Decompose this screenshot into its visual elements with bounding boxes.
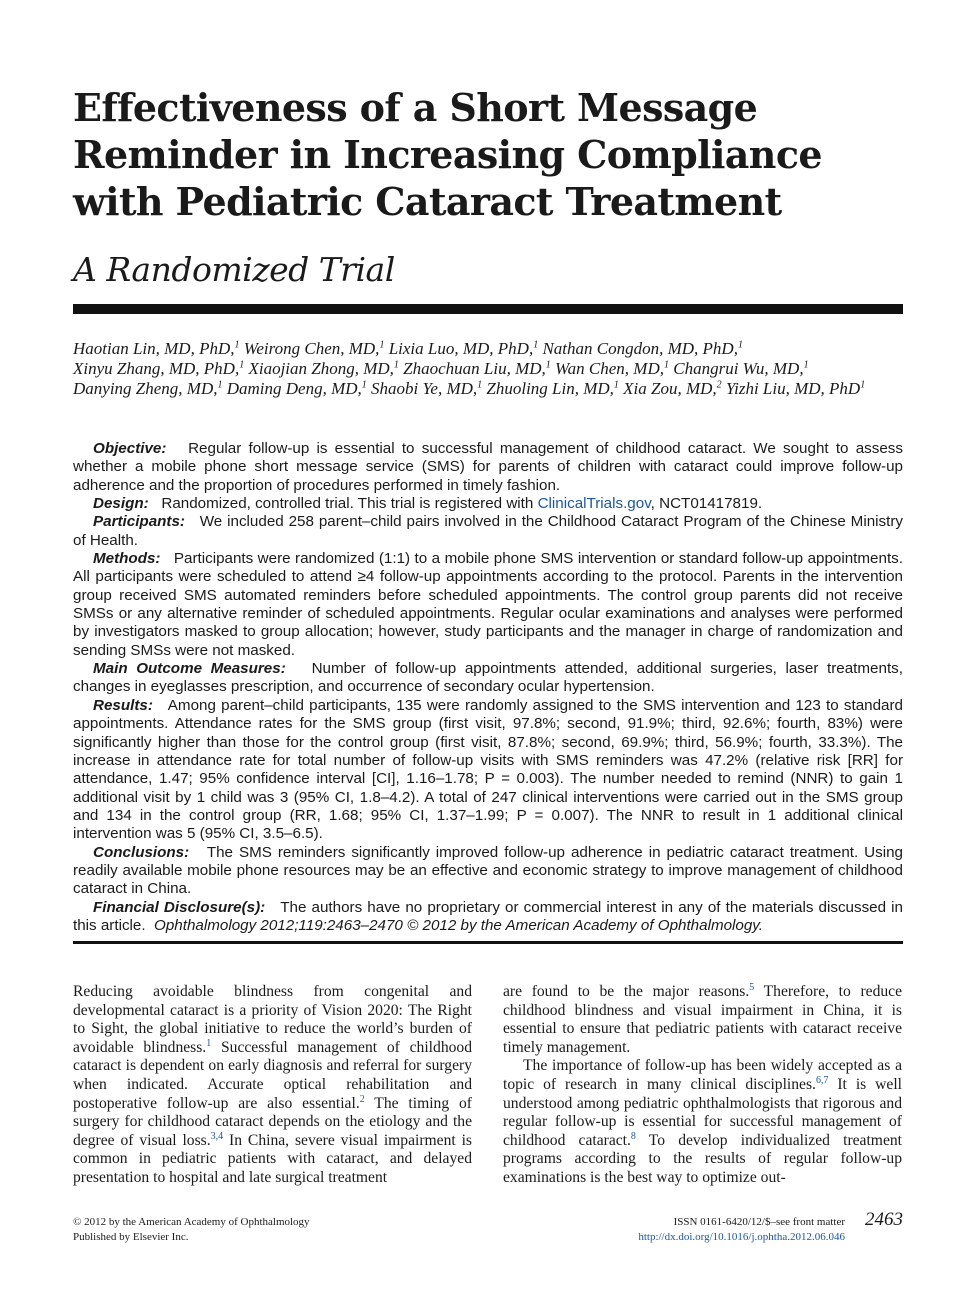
author-name — [73, 359, 244, 378]
abstract-participants — [73, 513, 903, 550]
author-affiliation: 1 — [533, 339, 539, 351]
doi-link[interactable]: http://dx.doi.org/10.1016/j.ophtha.2012.06.046 — [638, 1231, 845, 1243]
design-text: Randomized, controlled trial. This trial is registered with — [161, 495, 534, 513]
abstract-methods — [73, 550, 903, 660]
author-name-text: Xia Zou, MD, — [623, 379, 717, 398]
methods-text: Participants were randomized (1:1) to a mobile phone SMS intervention or standard follow-up appointments. All participants were scheduled to attend ≥4 follow-up appointments according to the protocol. Parents in the intervention group received SMS automated reminders before scheduled appointments. The control group parents did not receive SMSs or any alternative reminder of scheduled appointments. Regular ocular examinations and analyses were performed by investigators masked to group allocation; however, study participants and the manager in charge of randomization and sending SMSs were not masked. — [73, 550, 903, 659]
disclosure-text: The authors have no proprietary or commercial interest in any of the materials discussed in this article. — [73, 898, 903, 934]
design-text-end: , NCT01417819. — [650, 495, 763, 513]
author-affiliation: 1 — [737, 339, 743, 351]
body-text: Therefore, to reduce childhood blindness and visual impairment in China, it is essential to ensure that pediatric patients with cataract receive timely management. — [503, 983, 902, 1056]
page-number: 2463 — [865, 1209, 903, 1230]
author-name-text: Xiaojian Zhong, MD, — [248, 359, 394, 378]
issn-line: ISSN 0161-6420/12/$–see front matter — [673, 1216, 845, 1228]
author-affiliation: 1 — [613, 379, 619, 391]
body-text: are found to be the major reasons. — [503, 983, 750, 1000]
author-affiliation: 1 — [663, 359, 669, 371]
body-text: To develop individualized treatment programs according to the results of regular follow-up examinations is the best way to optimize out- — [503, 1131, 902, 1186]
author-affiliation: 1 — [234, 339, 240, 351]
author-name — [227, 379, 367, 398]
body-text: The timing of surgery for childhood cataract depends on the etiology and the degree of visual loss. — [73, 1094, 472, 1149]
disclosure-label: Financial Disclosure(s): — [93, 898, 266, 916]
author-name-text: Wan Chen, MD, — [555, 359, 664, 378]
author-name-text: Xinyu Zhang, MD, PhD, — [73, 359, 240, 378]
author-affiliation: 1 — [393, 359, 399, 371]
author-name — [371, 379, 482, 398]
body-text: The importance of follow-up has been widely accepted as a topic of research in many clinical disciplines. — [503, 1057, 902, 1093]
abstract-outcomes — [73, 660, 903, 697]
author-name — [673, 359, 808, 378]
author-list — [73, 339, 903, 399]
author-name — [486, 379, 619, 398]
body-paragraph — [503, 983, 902, 1057]
article-page — [73, 0, 903, 1305]
author-affiliation: 1 — [217, 379, 223, 391]
author-name — [555, 359, 669, 378]
methods-label: Methods: — [93, 550, 161, 568]
objective-text: Regular follow-up is essential to successful management of childhood cataract. We sought to assess whether a mobile phone short message service (SMS) for parents of children with cataract could improve follow-up adherence and the proportion of procedures performed in timely fashion. — [73, 440, 903, 494]
abstract-conclusions — [73, 844, 903, 899]
author-name-text: Danying Zheng, MD, — [73, 379, 218, 398]
participants-label: Participants: — [93, 513, 185, 531]
author-name — [623, 379, 722, 398]
author-name-text: Changrui Wu, MD, — [673, 359, 804, 378]
reference-link[interactable]: 1 — [206, 1037, 212, 1049]
author-affiliation: 2 — [716, 379, 722, 391]
body-paragraph — [73, 983, 472, 1188]
publisher-line: Published by Elsevier Inc. — [73, 1231, 189, 1243]
author-name — [726, 379, 865, 398]
body-column-left — [73, 983, 472, 1188]
outcomes-text: Number of follow-up appointments attended, additional surgeries, laser treatments, changes in eyeglasses prescription, and occurrence of secondary ocular hypertension. — [73, 660, 903, 696]
author-affiliation: 1 — [239, 359, 245, 371]
reference-link[interactable]: 6,7 — [815, 1074, 829, 1086]
author-affiliation: 1 — [860, 379, 866, 391]
author-name — [73, 379, 222, 398]
clinicaltrials-link[interactable]: ClinicalTrials.gov — [537, 495, 651, 513]
outcomes-label: Main Outcome Measures: — [93, 660, 286, 678]
abstract-results — [73, 697, 903, 844]
author-name-text: Yizhi Liu, MD, PhD — [725, 379, 861, 398]
author-name — [403, 359, 551, 378]
body-text: In China, severe visual impairment is common in pediatric patients with cataract, and delayed presentation to hospital and late surgical treatment — [73, 1131, 472, 1186]
footer-identifiers — [555, 1215, 845, 1245]
reference-link[interactable]: 8 — [630, 1130, 636, 1142]
copyright-line: © 2012 by the American Academy of Ophthalmology — [73, 1216, 310, 1228]
article-subtitle: A Randomized Trial — [73, 250, 395, 289]
author-name — [542, 339, 743, 358]
body-paragraph — [503, 1057, 902, 1187]
author-name-text: Haotian Lin, MD, PhD, — [73, 339, 235, 358]
reference-link[interactable]: 3,4 — [210, 1130, 224, 1142]
author-name-text: Daming Deng, MD, — [226, 379, 362, 398]
body-text: Successful management of childhood cataract is dependent on early diagnosis and referral for surgery when indicated. Accurate optical rehabilitation and postoperative follow-up are also essential. — [73, 1038, 473, 1112]
reference-link[interactable]: 5 — [749, 981, 755, 993]
abstract-divider — [73, 941, 903, 944]
author-name-text: Zhaochuan Liu, MD, — [403, 359, 546, 378]
author-affiliation: 1 — [477, 379, 483, 391]
author-name-text: Weirong Chen, MD, — [243, 339, 380, 358]
author-name — [73, 339, 240, 358]
author-affiliation: 1 — [379, 339, 385, 351]
body-text: It is well understood among pediatric ophthalmologists that rigorous and regular follow-up is essential for successful management of childhood cataract. — [503, 1075, 902, 1149]
author-name-text: Nathan Congdon, MD, PhD, — [542, 339, 738, 358]
conclusions-text: The SMS reminders significantly improved follow-up adherence in pediatric cataract treatment. Using readily available mobile phone resources may be an effective and economic strategy to improve management of childhood cataract in China. — [73, 843, 903, 898]
participants-text: We included 258 parent–child pairs involved in the Childhood Cataract Program of the Chinese Ministry of Health. — [73, 513, 903, 549]
journal-citation: Ophthalmology 2012;119:2463–2470 © 2012 by the American Academy of Ophthalmology. — [154, 916, 763, 934]
objective-label: Objective: — [93, 440, 167, 457]
abstract-design — [73, 495, 903, 513]
body-column-right — [503, 983, 902, 1188]
author-name — [244, 339, 385, 358]
abstract — [73, 440, 903, 935]
conclusions-label: Conclusions: — [93, 843, 190, 861]
article-title: Effectiveness of a Short Message Reminder in Increasing Compliance with Pediatric Cataract Treatment — [73, 85, 822, 224]
author-affiliation: 1 — [361, 379, 367, 391]
author-affiliation: 1 — [803, 359, 809, 371]
design-label: Design: — [93, 495, 149, 513]
author-name-text: Lixia Luo, MD, PhD, — [388, 339, 534, 358]
abstract-disclosure — [73, 899, 903, 936]
body-text: Reducing avoidable blindness from congenital and developmental cataract is a priority of Vision 2020: The Right to Sight, the global initiative to reduce the world’s burden of avoidable blindness. — [73, 983, 472, 1056]
results-label: Results: — [93, 696, 153, 714]
author-name-text: Zhuoling Lin, MD, — [486, 379, 614, 398]
reference-link[interactable]: 2 — [359, 1093, 365, 1105]
footer-copyright — [73, 1215, 310, 1245]
title-divider — [73, 304, 903, 314]
author-name-text: Shaobi Ye, MD, — [371, 379, 478, 398]
author-affiliation: 1 — [545, 359, 551, 371]
author-name — [248, 359, 398, 378]
abstract-objective — [73, 440, 903, 495]
author-name — [389, 339, 539, 358]
results-text: Among parent–child participants, 135 were randomly assigned to the SMS intervention and 123 to standard appointments. Attendance rates for the SMS group (first visit, 97.8%; second, 91.9%; third, 92.6%; fourth, 83%) were significantly higher than those for the control group (first visit, 87.8%; second, 69.9%; third, 56.9%; fourth, 33.3%). The increase in attendance rate for total number of follow-up visits with SMS reminders was 47.2% (relative risk [RR] for attendance, 1.47; 95% confidence interval [CI], 1.16–1.78; P = 0.003). The number needed to remind (NNR) to gain 1 additional visit by 1 child was 3 (95% CI, 1.8–4.2). A total of 247 clinical interventions were carried out in the SMS group and 134 in the control group (RR, 1.68; 95% CI, 1.37–1.99; P = 0.007). The NNR to result in 1 additional clinical intervention was 5 (95% CI, 3.5–6.5). — [73, 696, 904, 843]
